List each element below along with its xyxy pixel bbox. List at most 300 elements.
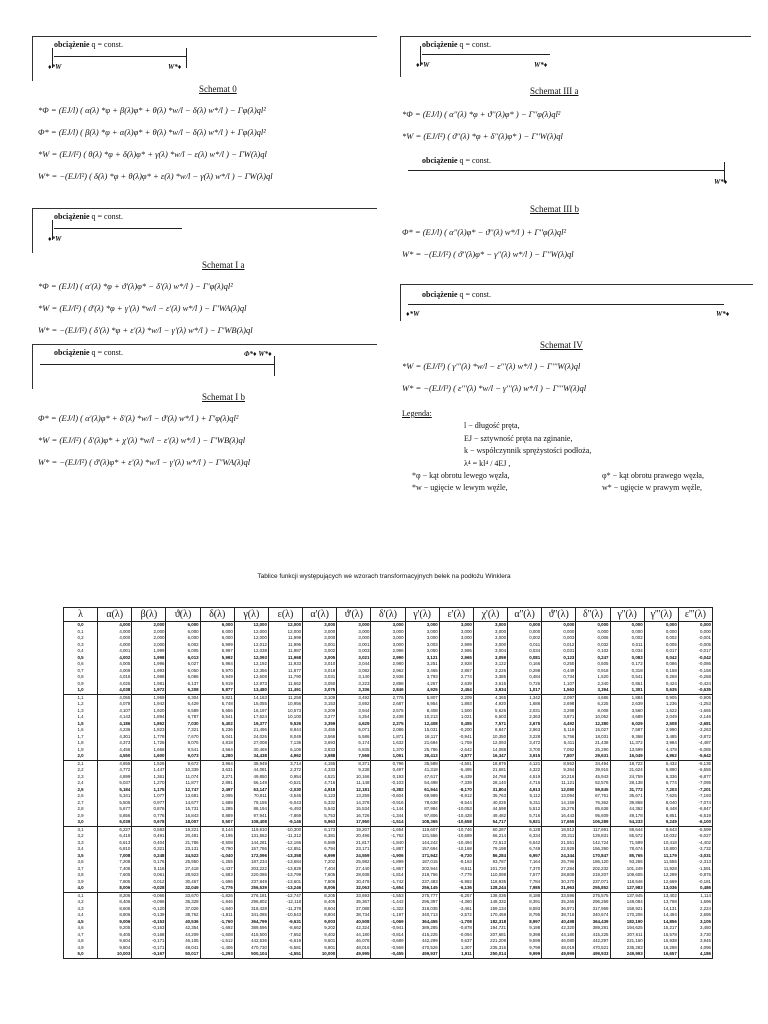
table-cell: 182,190 (610, 919, 644, 926)
table-cell: 14,856 (644, 919, 678, 926)
table-cell: -4,360 (439, 899, 473, 906)
table-cell: 5,311 (508, 800, 542, 807)
table-cell: 3,000 (473, 635, 507, 642)
table-cell: 2,891 (200, 780, 234, 787)
table-cell: -0,455 (371, 951, 405, 958)
table-cell: 8,851 (644, 813, 678, 820)
table-cell: -0,066 (132, 892, 166, 899)
table-cell: 7,164 (508, 859, 542, 866)
table-cell: 12,380 (576, 721, 610, 728)
table-cell: 76,362 (576, 800, 610, 807)
table-cell: 1,114 (678, 892, 712, 899)
column-header: χ'(λ) (473, 608, 507, 622)
table-cell: 364,439 (576, 919, 610, 926)
table-cell: 1,942 (132, 701, 166, 708)
schemat-title: Schemat III b (530, 204, 579, 214)
table-cell: 2,995 (439, 648, 473, 655)
table-cell: 12,000 (234, 622, 268, 629)
table-cell: 22,929 (542, 846, 576, 853)
table-cell: 4,629 (337, 721, 371, 728)
legend-right-rotation: φ* − kąt obrotu prawego węzła, (602, 470, 704, 480)
table-cell: 86,284 (473, 853, 507, 860)
table-cell: 341,085 (234, 912, 268, 919)
load-title-rest: q = const. (457, 290, 491, 299)
table-cell: 12,000 (268, 629, 302, 636)
table-cell: 4,456 (98, 747, 132, 754)
table-cell: 8,997 (508, 919, 542, 926)
load-title (422, 156, 491, 165)
table-cell: 7,136 (268, 740, 302, 747)
table-cell: 11,258 (268, 694, 302, 701)
table-cell: 0,000 (678, 622, 712, 629)
lambda-cell: 1,9 (64, 747, 98, 754)
table-cell: 14,088 (473, 747, 507, 754)
table-cell: 170,459 (473, 912, 507, 919)
table-cell: 44,180 (542, 932, 576, 939)
lambda-cell: 4,5 (64, 919, 98, 926)
table-cell: -0,200 (439, 727, 473, 734)
table-cell: 207,681 (473, 932, 507, 939)
table-cell: 2,363 (508, 714, 542, 721)
table-cell: -1,846 (200, 899, 234, 906)
table-cell: 17,624 (234, 714, 268, 721)
table-cell: 6,000 (166, 635, 200, 642)
lambda-cell: 2,7 (64, 800, 98, 807)
column-header: α''(λ) (508, 608, 542, 622)
table-cell: 6,957 (508, 853, 542, 860)
table-cell: 6,208 (166, 687, 200, 694)
table-cell: 442,536 (234, 938, 268, 945)
table-cell: -10,053 (439, 806, 473, 813)
table-cell: -0,814 (371, 932, 405, 939)
table-cell: -11,312 (268, 833, 302, 840)
table-cell: 2,438 (371, 714, 405, 721)
table-cell: -1,760 (200, 919, 234, 926)
beam (408, 304, 724, 305)
table-cell: 4,689 (610, 714, 644, 721)
table-cell: -5,257 (439, 892, 473, 899)
table-cell: 7,008 (98, 853, 132, 860)
table-row (64, 687, 713, 694)
table-cell: -0,103 (371, 780, 405, 787)
table-cell: 4,143 (98, 714, 132, 721)
table-cell: 3,005 (303, 655, 337, 662)
table-cell: -0,167 (132, 951, 166, 958)
table-cell: 4,186 (98, 721, 132, 728)
table-cell: 137,945 (610, 892, 644, 899)
table-cell: -6,135 (678, 760, 712, 767)
table-cell: -9,163 (439, 859, 473, 866)
table-cell: 4,055 (98, 694, 132, 701)
lambda-cell: 1,8 (64, 740, 98, 747)
table-cell: 0,449 (542, 668, 576, 675)
table-row (64, 760, 713, 767)
table-cell: 0,678 (132, 819, 166, 826)
table-cell: 5,184 (98, 787, 132, 794)
lambda-cell: 2,5 (64, 787, 98, 794)
table-cell: 0,000 (644, 622, 678, 629)
table-cell: -1,906 (371, 853, 405, 860)
table-cell: 10,216 (542, 774, 576, 781)
table-cell: 3,833 (303, 747, 337, 754)
table-cell: 10,166 (337, 774, 371, 781)
table-cell: 5,856 (98, 813, 132, 820)
table-cell: 1,622 (644, 708, 678, 715)
table-cell: -2,642 (439, 747, 473, 754)
load-title-rest: q = const. (89, 40, 123, 49)
beam (422, 54, 550, 55)
table-cell: 6,774 (644, 780, 678, 787)
table-cell: -1,583 (200, 872, 234, 879)
table-cell: 1,893 (439, 701, 473, 708)
table-cell: 3,871 (542, 714, 576, 721)
table-cell: 9,526 (268, 721, 302, 728)
table-cell: 12,747 (166, 787, 200, 794)
table-cell: 9,238 (337, 767, 371, 774)
table-cell: 4,009 (98, 668, 132, 675)
table-cell: 50,017 (166, 951, 200, 958)
column-header: ε'''(λ) (678, 608, 712, 622)
table-cell: 38,762 (166, 912, 200, 919)
table-cell: 6,227 (98, 826, 132, 833)
table-cell: 15,731 (166, 806, 200, 813)
table-cell: 9,006 (98, 919, 132, 926)
table-cell: 0,000 (610, 629, 644, 636)
table-cell: 5,332 (303, 800, 337, 807)
table-cell: 3,915 (508, 753, 542, 760)
table-cell: 8,604 (303, 906, 337, 913)
table-cell: 30,467 (166, 879, 200, 886)
table-cell: 256,145 (405, 885, 439, 892)
table-cell: 9,599 (508, 938, 542, 945)
table-cell: 5,890 (644, 767, 678, 774)
table-cell: 6,749 (508, 846, 542, 853)
left-node-label: ♦*W (48, 235, 62, 243)
table-cell: 14,131 (644, 906, 678, 913)
table-cell: 3,984 (644, 740, 678, 747)
lambda-cell: 4,0 (64, 885, 98, 892)
table-cell: 11,372 (610, 740, 644, 747)
table-cell: 142,724 (576, 840, 610, 847)
column-header: γ''(λ) (610, 608, 644, 622)
table-cell: 97,941 (234, 813, 268, 820)
table-cell: 128,244 (473, 885, 507, 892)
table-cell: 1,361 (132, 774, 166, 781)
table-cell: -1,776 (200, 885, 234, 892)
table-cell: 0,491 (132, 833, 166, 840)
table-cell: -6,555 (678, 767, 712, 774)
table-cell: -9,720 (439, 853, 473, 860)
table-cell: 24,522 (166, 853, 200, 860)
table-cell: 18,117 (405, 734, 439, 741)
table-cell: 2,846 (371, 687, 405, 694)
load-title (54, 348, 123, 357)
table-cell: 7,202 (303, 859, 337, 866)
table-cell: 157,786 (234, 846, 268, 853)
table-cell: 1,911 (439, 951, 473, 958)
table-cell: 2,698 (542, 701, 576, 708)
table-cell: 3,000 (439, 629, 473, 636)
table-cell: 7,571 (473, 721, 507, 728)
table-cell: 48,019 (542, 945, 576, 952)
load-title-rest: q = const. (457, 40, 491, 49)
table-cell: 1,823 (132, 727, 166, 734)
table-cell: 219,207 (576, 872, 610, 879)
table-cell: 6,000 (200, 622, 234, 629)
table-cell: 187,234 (234, 859, 268, 866)
table-cell: -1,344 (371, 813, 405, 820)
table-cell: 32,063 (337, 885, 371, 892)
table-cell: 340,713 (405, 912, 439, 919)
table-cell: 7,030 (166, 721, 200, 728)
table-cell: 108,408 (234, 819, 268, 826)
table-cell: 4,962 (644, 753, 678, 760)
table-cell: 3,001 (303, 642, 337, 649)
table-cell: 499,937 (405, 951, 439, 958)
table-cell: -8,511 (439, 866, 473, 873)
table-cell: 1,017 (508, 687, 542, 694)
table-cell: 4,918 (303, 787, 337, 794)
table-cell: 8,205 (303, 892, 337, 899)
table-cell: 364,799 (234, 919, 268, 926)
table-cell: 12,038 (234, 648, 268, 655)
table-cell: 156,390 (576, 846, 610, 853)
table-cell: 5,112 (508, 793, 542, 800)
table-cell: 2,000 (132, 642, 166, 649)
table-cell: -2,030 (268, 787, 302, 794)
table-cell: 9,202 (303, 925, 337, 932)
table-cell: 3,944 (337, 708, 371, 715)
table-cell: -8,662 (268, 925, 302, 932)
table-cell: -10,658 (439, 819, 473, 826)
table-row (64, 819, 713, 826)
table-cell: 1,871 (371, 734, 405, 741)
table-cell: 6,002 (166, 642, 200, 649)
table-cell: 6,000 (166, 629, 200, 636)
table-cell: 3,010 (303, 661, 337, 668)
table-cell: -1,437 (200, 866, 234, 873)
table-cell: 3,336 (337, 687, 371, 694)
table-cell: 29,631 (576, 753, 610, 760)
table-cell: 118,935 (473, 879, 507, 886)
table-cell: 2,000 (132, 629, 166, 636)
table-cell: 2,095 (200, 793, 234, 800)
table-cell: 389,281 (576, 925, 610, 932)
table-cell: 127,983 (610, 885, 644, 892)
table-cell: 3,693 (303, 740, 337, 747)
table-cell: 3,228 (508, 734, 542, 741)
table-cell: 11,968 (268, 655, 302, 662)
lambda-cell: 2,4 (64, 780, 98, 787)
table-cell: 2,031 (508, 708, 542, 715)
table-cell: 6,137 (166, 681, 200, 688)
schemat-title: Schemat I a (202, 260, 245, 270)
table-cell: 19,207 (337, 826, 371, 833)
table-cell: -0,878 (439, 925, 473, 932)
table-cell: -6,519 (678, 813, 712, 820)
table-cell: 172,096 (234, 853, 268, 860)
table-cell: 499,933 (576, 951, 610, 958)
table-cell: 0,081 (508, 655, 542, 662)
table-cell: 2,774 (439, 674, 473, 681)
table-cell: 27,418 (166, 866, 200, 873)
table-cell: 4,564 (200, 747, 234, 754)
table-cell: 87,984 (405, 806, 439, 813)
table-cell: 30,479 (337, 879, 371, 886)
table-body (64, 622, 713, 959)
table-cell: 20,211 (542, 833, 576, 840)
table-cell: 6,173 (303, 826, 337, 833)
table-cell: 0,954 (268, 774, 302, 781)
table-cell: 46,078 (337, 938, 371, 945)
table-cell: -5,599 (678, 826, 712, 833)
column-header: δ'(λ) (371, 608, 405, 622)
column-header: ε'(λ) (439, 608, 473, 622)
table-cell: 48,041 (166, 945, 200, 952)
table-cell: 3,988 (303, 753, 337, 760)
table-cell: 207,611 (610, 932, 644, 939)
table-cell: -1,514 (371, 819, 405, 826)
table-cell: 34,438 (234, 753, 268, 760)
table-cell: -0,941 (439, 734, 473, 741)
table-cell: 2,000 (132, 635, 166, 642)
table-cell: 9,799 (508, 945, 542, 952)
table-cell: 5,542 (303, 806, 337, 813)
table-cell: -7,193 (678, 793, 712, 800)
table-cell: 95,609 (576, 813, 610, 820)
table-cell: 2,965 (439, 655, 473, 662)
table-cell: 4,655 (98, 760, 132, 767)
table-cell: -5,043 (268, 800, 302, 807)
table-cell: 3,209 (303, 708, 337, 715)
table-cell: 1,778 (132, 734, 166, 741)
table-cell: 106,289 (576, 819, 610, 826)
legend-line: λ⁴ = kl⁴ / 4EJ , (464, 458, 511, 468)
table-cell: 0,086 (644, 661, 678, 668)
column-header: γ(λ) (234, 608, 268, 622)
table-cell: 11,662 (268, 681, 302, 688)
table-row (64, 753, 713, 760)
table-cell: 35,265 (542, 899, 576, 906)
legend (402, 408, 762, 495)
table-cell: 2,372 (268, 767, 302, 774)
table-cell: 157,694 (405, 846, 439, 853)
table-cell: 12,973 (234, 681, 268, 688)
lambda-cell: 1,2 (64, 701, 98, 708)
table-cell: 148,084 (610, 899, 644, 906)
table-caption: Tablice funkcji występujących we wzorach transformacyjnych belek na podłożu Winklera (257, 573, 511, 580)
table-cell: 2,639 (610, 701, 644, 708)
table-cell: 249,993 (610, 951, 644, 958)
table-cell: 3,000 (405, 635, 439, 642)
table-cell: 11,179 (644, 853, 678, 860)
table-cell: -0,096 (132, 899, 166, 906)
table-cell: 4,920 (473, 701, 507, 708)
table-cell: 221,209 (473, 938, 507, 945)
table-cell: 4,322 (508, 767, 542, 774)
table-cell: 44,362 (610, 806, 644, 813)
table-cell: -0,604 (371, 793, 405, 800)
table-cell: -0,790 (200, 846, 234, 853)
table-cell: 18,876 (473, 760, 507, 767)
load-title-rest: q = const. (89, 348, 123, 357)
table-cell: 49,482 (473, 813, 507, 820)
table-cell: 171,942 (405, 853, 439, 860)
table-cell: 2,639 (439, 681, 473, 688)
table-cell: 0,734 (542, 674, 576, 681)
table-cell: 0,455 (439, 721, 473, 728)
table-cell: 5,949 (200, 674, 234, 681)
table-cell: 8,606 (98, 906, 132, 913)
table-cell: 3,492 (337, 694, 371, 701)
table-cell: -6,439 (439, 774, 473, 781)
table-cell: 1,342 (508, 694, 542, 701)
table-cell: -1,591 (678, 866, 712, 873)
table-cell: 3,277 (303, 714, 337, 721)
lambda-cell: 4,1 (64, 892, 98, 899)
table-cell: 0,031 (542, 648, 576, 655)
table-cell: 442,297 (576, 938, 610, 945)
table-cell: 78,638 (405, 800, 439, 807)
table-cell: 1,988 (132, 674, 166, 681)
table-cell: 3,031 (303, 674, 337, 681)
table-cell: 131,556 (405, 833, 439, 840)
table-cell: 25,796 (542, 859, 576, 866)
table-cell: 7,605 (303, 872, 337, 879)
table-cell: -10,543 (268, 912, 302, 919)
table-cell: -7,339 (439, 780, 473, 787)
schemat-title: Schemat 0 (199, 84, 237, 94)
table-cell: 318,035 (405, 906, 439, 913)
schemat-title: Schemat I b (202, 392, 245, 402)
table-cell: 4,000 (98, 642, 132, 649)
table-cell: -0,086 (678, 661, 712, 668)
table-cell: -0,158 (678, 668, 712, 675)
table-cell: 3,700 (508, 747, 542, 754)
table-cell: -1,069 (371, 919, 405, 926)
lambda-cell: 0,0 (64, 622, 98, 629)
table-cell: 0,032 (576, 642, 610, 649)
table-cell: 12,181 (337, 787, 371, 794)
table-cell: 3,000 (371, 622, 405, 629)
lambda-cell: 0,7 (64, 668, 98, 675)
equation-1: Φ* = (EJ/l) ( α'(λ)φ* + δ'(λ) *w/l − ϑ'(λ) w*/l ) + Γ'φ(λ)ql² (38, 413, 239, 423)
table-cell: 9,999 (508, 951, 542, 958)
table-cell: -6,619 (268, 938, 302, 945)
table-cell: 66,214 (473, 833, 507, 840)
table-cell: 49,999 (542, 951, 576, 958)
table-cell: -11,378 (268, 906, 302, 913)
table-cell: 4,925 (405, 687, 439, 694)
table-cell: 0,637 (439, 938, 473, 945)
table-cell: 131,562 (234, 833, 268, 840)
table-cell: -1,887 (371, 846, 405, 853)
table-cell: 415,225 (576, 932, 610, 939)
lambda-cell: 3,3 (64, 840, 98, 847)
table-cell: 1,285 (200, 806, 234, 813)
table-cell: 276,181 (234, 892, 268, 899)
table-cell: 24,344 (542, 853, 576, 860)
table-cell: 14,163 (234, 694, 268, 701)
table-cell: 0,776 (132, 813, 166, 820)
table-cell: 16,347 (473, 753, 507, 760)
table-cell: 6,419 (98, 833, 132, 840)
table-cell: 9,405 (98, 932, 132, 939)
table-cell: 6,954 (405, 701, 439, 708)
table-cell: 28,923 (166, 872, 200, 879)
table-cell: 0,541 (610, 674, 644, 681)
table-cell: 0,002 (610, 635, 644, 642)
